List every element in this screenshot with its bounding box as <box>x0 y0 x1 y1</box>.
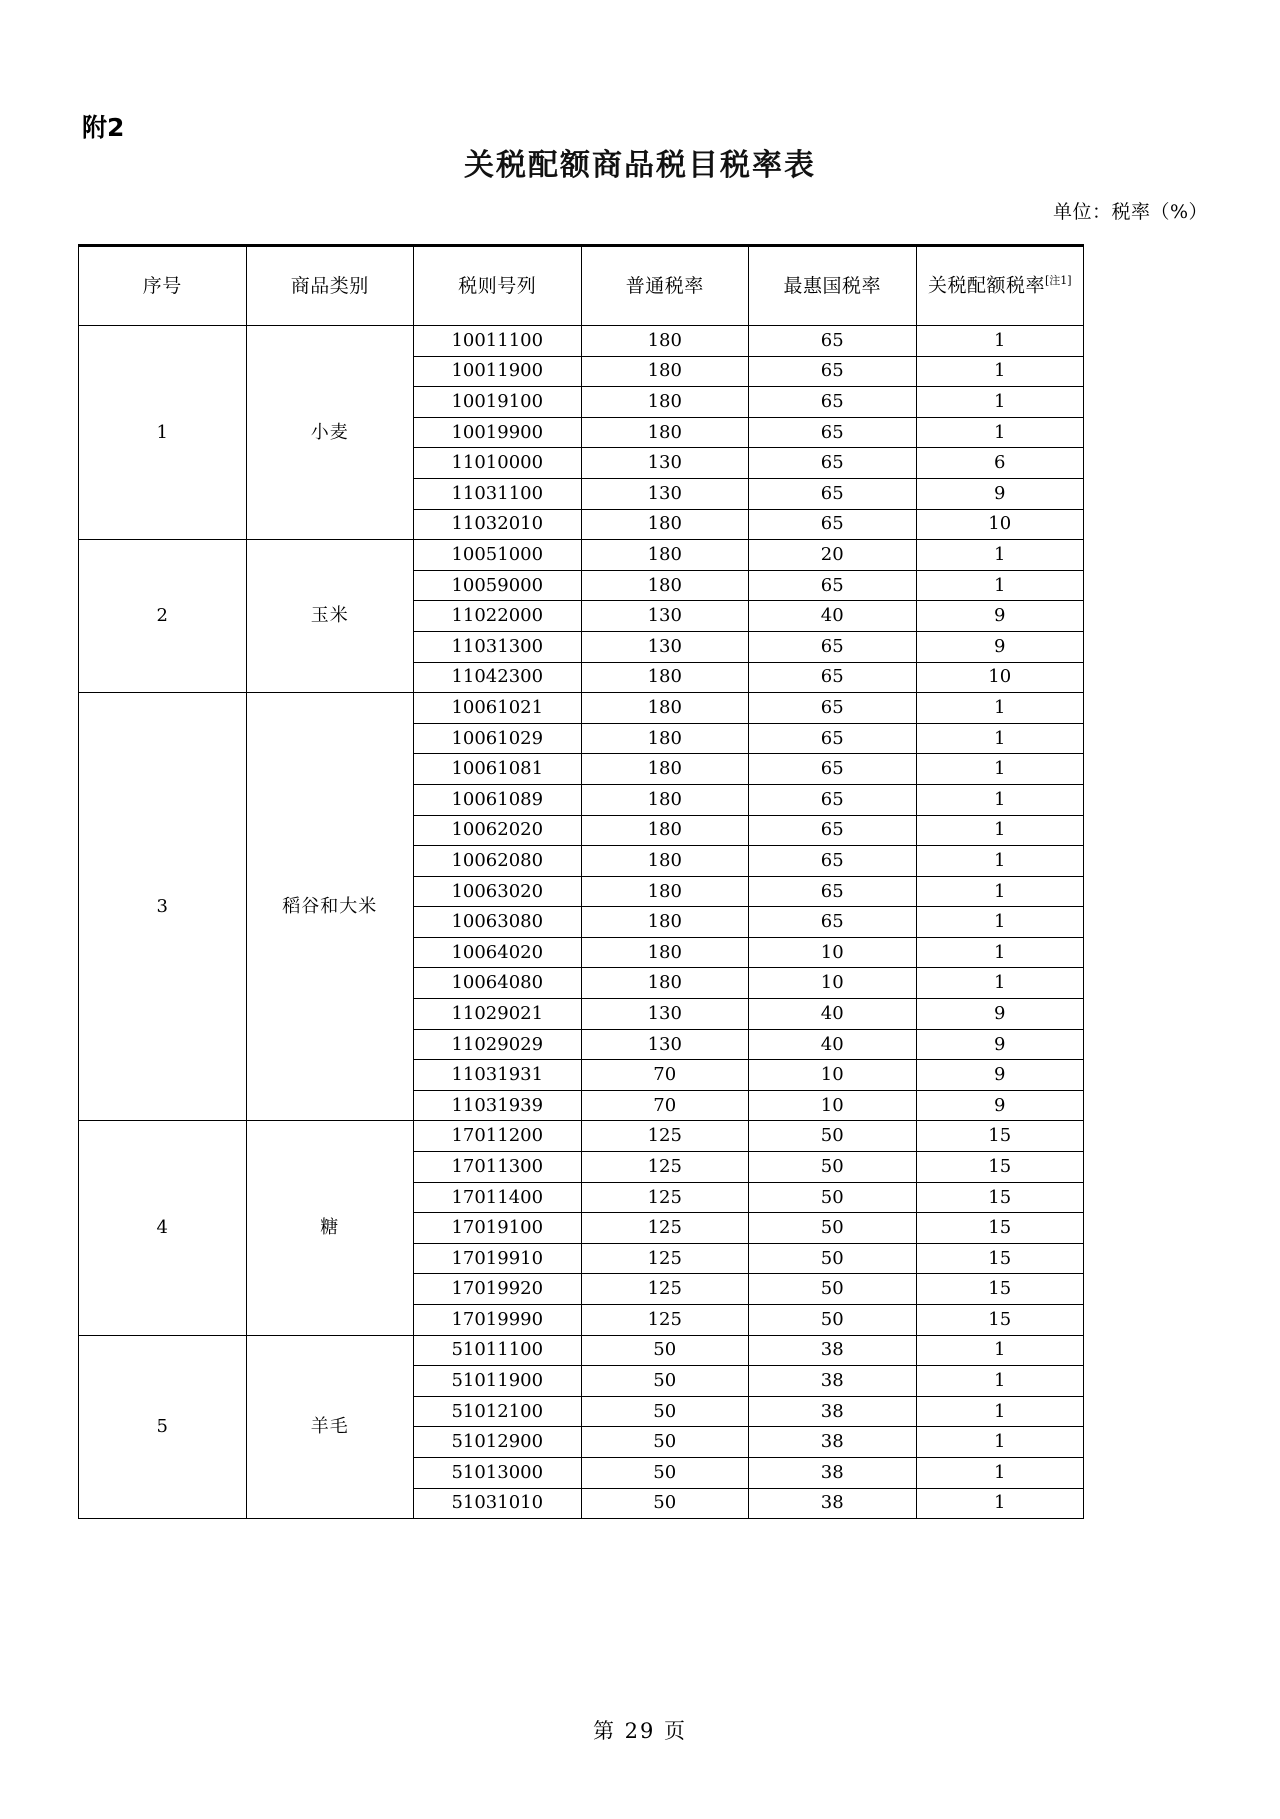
cell-mfn-rate: 40 <box>749 1029 917 1060</box>
cell-tariff-code: 10061021 <box>414 693 582 724</box>
cell-mfn-rate: 65 <box>749 846 917 877</box>
cell-mfn-rate: 38 <box>749 1427 917 1458</box>
page-title: 关税配额商品税目税率表 <box>464 148 816 183</box>
cell-tariff-code: 51031010 <box>414 1488 582 1519</box>
cell-group-category: 小麦 <box>246 326 414 540</box>
cell-group-category: 羊毛 <box>246 1335 414 1519</box>
cell-quota-rate: 10 <box>916 662 1084 693</box>
cell-tariff-code: 11042300 <box>414 662 582 693</box>
cell-mfn-rate: 65 <box>749 693 917 724</box>
cell-quota-rate: 15 <box>916 1274 1084 1305</box>
cell-mfn-rate: 38 <box>749 1366 917 1397</box>
cell-general-rate: 180 <box>581 815 749 846</box>
cell-quota-rate: 15 <box>916 1243 1084 1274</box>
cell-tariff-code: 17011300 <box>414 1152 582 1183</box>
cell-quota-rate: 1 <box>916 540 1084 571</box>
cell-group-category: 糖 <box>246 1121 414 1335</box>
cell-general-rate: 70 <box>581 1090 749 1121</box>
cell-tariff-code: 11032010 <box>414 509 582 540</box>
table-row <box>79 1335 1084 1366</box>
cell-general-rate: 50 <box>581 1488 749 1519</box>
cell-tariff-code: 51012100 <box>414 1396 582 1427</box>
cell-mfn-rate: 65 <box>749 815 917 846</box>
cell-general-rate: 180 <box>581 876 749 907</box>
cell-quota-rate: 1 <box>916 1396 1084 1427</box>
cell-quota-rate: 6 <box>916 448 1084 479</box>
cell-quota-rate: 1 <box>916 326 1084 357</box>
cell-quota-rate: 9 <box>916 1090 1084 1121</box>
cell-general-rate: 180 <box>581 570 749 601</box>
cell-quota-rate: 1 <box>916 387 1084 418</box>
cell-group-index: 4 <box>79 1121 247 1335</box>
tariff-quota-table <box>78 246 1084 1519</box>
cell-mfn-rate: 10 <box>749 968 917 999</box>
cell-quota-rate: 1 <box>916 1335 1084 1366</box>
cell-tariff-code: 17019920 <box>414 1274 582 1305</box>
cell-quota-rate: 15 <box>916 1213 1084 1244</box>
cell-tariff-code: 10062020 <box>414 815 582 846</box>
cell-mfn-rate: 50 <box>749 1305 917 1336</box>
cell-mfn-rate: 65 <box>749 754 917 785</box>
cell-tariff-code: 17019910 <box>414 1243 582 1274</box>
cell-tariff-code: 10061081 <box>414 754 582 785</box>
table-header-row <box>79 247 1084 326</box>
cell-group-index: 3 <box>79 693 247 1121</box>
cell-tariff-code: 10051000 <box>414 540 582 571</box>
cell-mfn-rate: 10 <box>749 937 917 968</box>
cell-mfn-rate: 65 <box>749 387 917 418</box>
cell-mfn-rate: 65 <box>749 723 917 754</box>
cell-general-rate: 180 <box>581 540 749 571</box>
cell-mfn-rate: 65 <box>749 784 917 815</box>
cell-mfn-rate: 38 <box>749 1488 917 1519</box>
cell-quota-rate: 1 <box>916 754 1084 785</box>
cell-tariff-code: 10063080 <box>414 907 582 938</box>
cell-general-rate: 125 <box>581 1213 749 1244</box>
cell-mfn-rate: 65 <box>749 570 917 601</box>
cell-general-rate: 130 <box>581 999 749 1030</box>
cell-mfn-rate: 40 <box>749 601 917 632</box>
cell-general-rate: 130 <box>581 478 749 509</box>
table-row <box>79 693 1084 724</box>
cell-general-rate: 125 <box>581 1305 749 1336</box>
cell-general-rate: 130 <box>581 631 749 662</box>
cell-tariff-code: 10061029 <box>414 723 582 754</box>
cell-quota-rate: 1 <box>916 570 1084 601</box>
cell-general-rate: 125 <box>581 1274 749 1305</box>
cell-mfn-rate: 50 <box>749 1121 917 1152</box>
cell-quota-rate: 1 <box>916 723 1084 754</box>
cell-general-rate: 50 <box>581 1457 749 1488</box>
cell-group-category: 稻谷和大米 <box>246 693 414 1121</box>
table-row <box>79 1121 1084 1152</box>
cell-mfn-rate: 65 <box>749 417 917 448</box>
cell-quota-rate: 9 <box>916 601 1084 632</box>
cell-quota-rate: 1 <box>916 1366 1084 1397</box>
cell-quota-rate: 1 <box>916 1457 1084 1488</box>
cell-mfn-rate: 50 <box>749 1243 917 1274</box>
cell-tariff-code: 10059000 <box>414 570 582 601</box>
cell-general-rate: 180 <box>581 662 749 693</box>
cell-mfn-rate: 65 <box>749 448 917 479</box>
cell-quota-rate: 9 <box>916 999 1084 1030</box>
cell-quota-rate: 1 <box>916 1427 1084 1458</box>
attachment-label: 附2 <box>82 113 125 142</box>
footnote-marker: [注1] <box>1044 274 1072 288</box>
cell-quota-rate: 1 <box>916 968 1084 999</box>
cell-general-rate: 130 <box>581 448 749 479</box>
cell-general-rate: 70 <box>581 1060 749 1091</box>
cell-quota-rate: 1 <box>916 846 1084 877</box>
column-header-mfn-rate: 最惠国税率 <box>749 247 917 326</box>
cell-general-rate: 180 <box>581 968 749 999</box>
cell-mfn-rate: 65 <box>749 478 917 509</box>
cell-mfn-rate: 10 <box>749 1060 917 1091</box>
cell-quota-rate: 1 <box>916 417 1084 448</box>
cell-tariff-code: 51012900 <box>414 1427 582 1458</box>
cell-general-rate: 180 <box>581 356 749 387</box>
cell-mfn-rate: 65 <box>749 876 917 907</box>
cell-quota-rate: 1 <box>916 1488 1084 1519</box>
cell-quota-rate: 10 <box>916 509 1084 540</box>
cell-quota-rate: 15 <box>916 1121 1084 1152</box>
cell-mfn-rate: 20 <box>749 540 917 571</box>
cell-group-index: 1 <box>79 326 247 540</box>
cell-general-rate: 180 <box>581 509 749 540</box>
cell-tariff-code: 10019900 <box>414 417 582 448</box>
unit-note: 单位：税率（%） <box>1052 201 1208 223</box>
cell-general-rate: 180 <box>581 693 749 724</box>
cell-general-rate: 50 <box>581 1396 749 1427</box>
cell-general-rate: 125 <box>581 1182 749 1213</box>
cell-tariff-code: 10062080 <box>414 846 582 877</box>
cell-mfn-rate: 65 <box>749 356 917 387</box>
cell-tariff-code: 51011900 <box>414 1366 582 1397</box>
cell-mfn-rate: 50 <box>749 1152 917 1183</box>
cell-tariff-code: 17011400 <box>414 1182 582 1213</box>
cell-general-rate: 180 <box>581 723 749 754</box>
cell-general-rate: 180 <box>581 417 749 448</box>
cell-mfn-rate: 50 <box>749 1213 917 1244</box>
cell-mfn-rate: 65 <box>749 631 917 662</box>
cell-quota-rate: 1 <box>916 876 1084 907</box>
cell-mfn-rate: 38 <box>749 1396 917 1427</box>
cell-general-rate: 50 <box>581 1366 749 1397</box>
column-header-quota-rate-text: 关税配额税率 <box>927 274 1045 297</box>
cell-mfn-rate: 50 <box>749 1182 917 1213</box>
cell-tariff-code: 11010000 <box>414 448 582 479</box>
column-header-quota-rate <box>916 247 1084 326</box>
cell-quota-rate: 9 <box>916 478 1084 509</box>
column-header-category: 商品类别 <box>246 247 414 326</box>
cell-tariff-code: 10064080 <box>414 968 582 999</box>
cell-tariff-code: 17019990 <box>414 1305 582 1336</box>
cell-general-rate: 180 <box>581 907 749 938</box>
cell-general-rate: 180 <box>581 937 749 968</box>
cell-quota-rate: 1 <box>916 356 1084 387</box>
cell-mfn-rate: 40 <box>749 999 917 1030</box>
page-footer: 第 29 页 <box>592 1719 688 1743</box>
cell-tariff-code: 10064020 <box>414 937 582 968</box>
cell-general-rate: 130 <box>581 1029 749 1060</box>
cell-quota-rate: 9 <box>916 631 1084 662</box>
cell-group-index: 5 <box>79 1335 247 1519</box>
cell-general-rate: 125 <box>581 1243 749 1274</box>
cell-general-rate: 130 <box>581 601 749 632</box>
cell-tariff-code: 10019100 <box>414 387 582 418</box>
cell-tariff-code: 51013000 <box>414 1457 582 1488</box>
cell-quota-rate: 1 <box>916 815 1084 846</box>
cell-general-rate: 125 <box>581 1152 749 1183</box>
table-body <box>79 326 1084 1519</box>
cell-tariff-code: 11029029 <box>414 1029 582 1060</box>
cell-tariff-code: 17019100 <box>414 1213 582 1244</box>
cell-general-rate: 180 <box>581 754 749 785</box>
cell-general-rate: 125 <box>581 1121 749 1152</box>
table-row <box>79 540 1084 571</box>
cell-general-rate: 180 <box>581 326 749 357</box>
cell-mfn-rate: 65 <box>749 509 917 540</box>
cell-tariff-code: 11029021 <box>414 999 582 1030</box>
cell-mfn-rate: 50 <box>749 1274 917 1305</box>
cell-quota-rate: 15 <box>916 1152 1084 1183</box>
column-header-tariff-code: 税则号列 <box>414 247 582 326</box>
cell-general-rate: 180 <box>581 387 749 418</box>
cell-tariff-code: 10011900 <box>414 356 582 387</box>
cell-mfn-rate: 65 <box>749 907 917 938</box>
cell-quota-rate: 15 <box>916 1305 1084 1336</box>
cell-general-rate: 180 <box>581 846 749 877</box>
cell-general-rate: 50 <box>581 1335 749 1366</box>
cell-quota-rate: 9 <box>916 1060 1084 1091</box>
cell-tariff-code: 17011200 <box>414 1121 582 1152</box>
cell-mfn-rate: 38 <box>749 1335 917 1366</box>
table-row <box>79 326 1084 357</box>
cell-tariff-code: 51011100 <box>414 1335 582 1366</box>
cell-quota-rate: 9 <box>916 1029 1084 1060</box>
cell-tariff-code: 11022000 <box>414 601 582 632</box>
cell-quota-rate: 1 <box>916 907 1084 938</box>
column-header-index: 序号 <box>79 247 247 326</box>
cell-general-rate: 50 <box>581 1427 749 1458</box>
table-header <box>79 247 1084 326</box>
cell-tariff-code: 11031300 <box>414 631 582 662</box>
cell-tariff-code: 11031931 <box>414 1060 582 1091</box>
cell-group-category: 玉米 <box>246 540 414 693</box>
cell-group-index: 2 <box>79 540 247 693</box>
cell-tariff-code: 10011100 <box>414 326 582 357</box>
cell-tariff-code: 11031100 <box>414 478 582 509</box>
cell-mfn-rate: 10 <box>749 1090 917 1121</box>
cell-general-rate: 180 <box>581 784 749 815</box>
cell-tariff-code: 10063020 <box>414 876 582 907</box>
cell-quota-rate: 1 <box>916 784 1084 815</box>
cell-tariff-code: 10061089 <box>414 784 582 815</box>
cell-tariff-code: 11031939 <box>414 1090 582 1121</box>
cell-mfn-rate: 65 <box>749 662 917 693</box>
cell-mfn-rate: 38 <box>749 1457 917 1488</box>
cell-quota-rate: 1 <box>916 693 1084 724</box>
cell-quota-rate: 15 <box>916 1182 1084 1213</box>
column-header-general-rate: 普通税率 <box>581 247 749 326</box>
cell-mfn-rate: 65 <box>749 326 917 357</box>
cell-quota-rate: 1 <box>916 937 1084 968</box>
